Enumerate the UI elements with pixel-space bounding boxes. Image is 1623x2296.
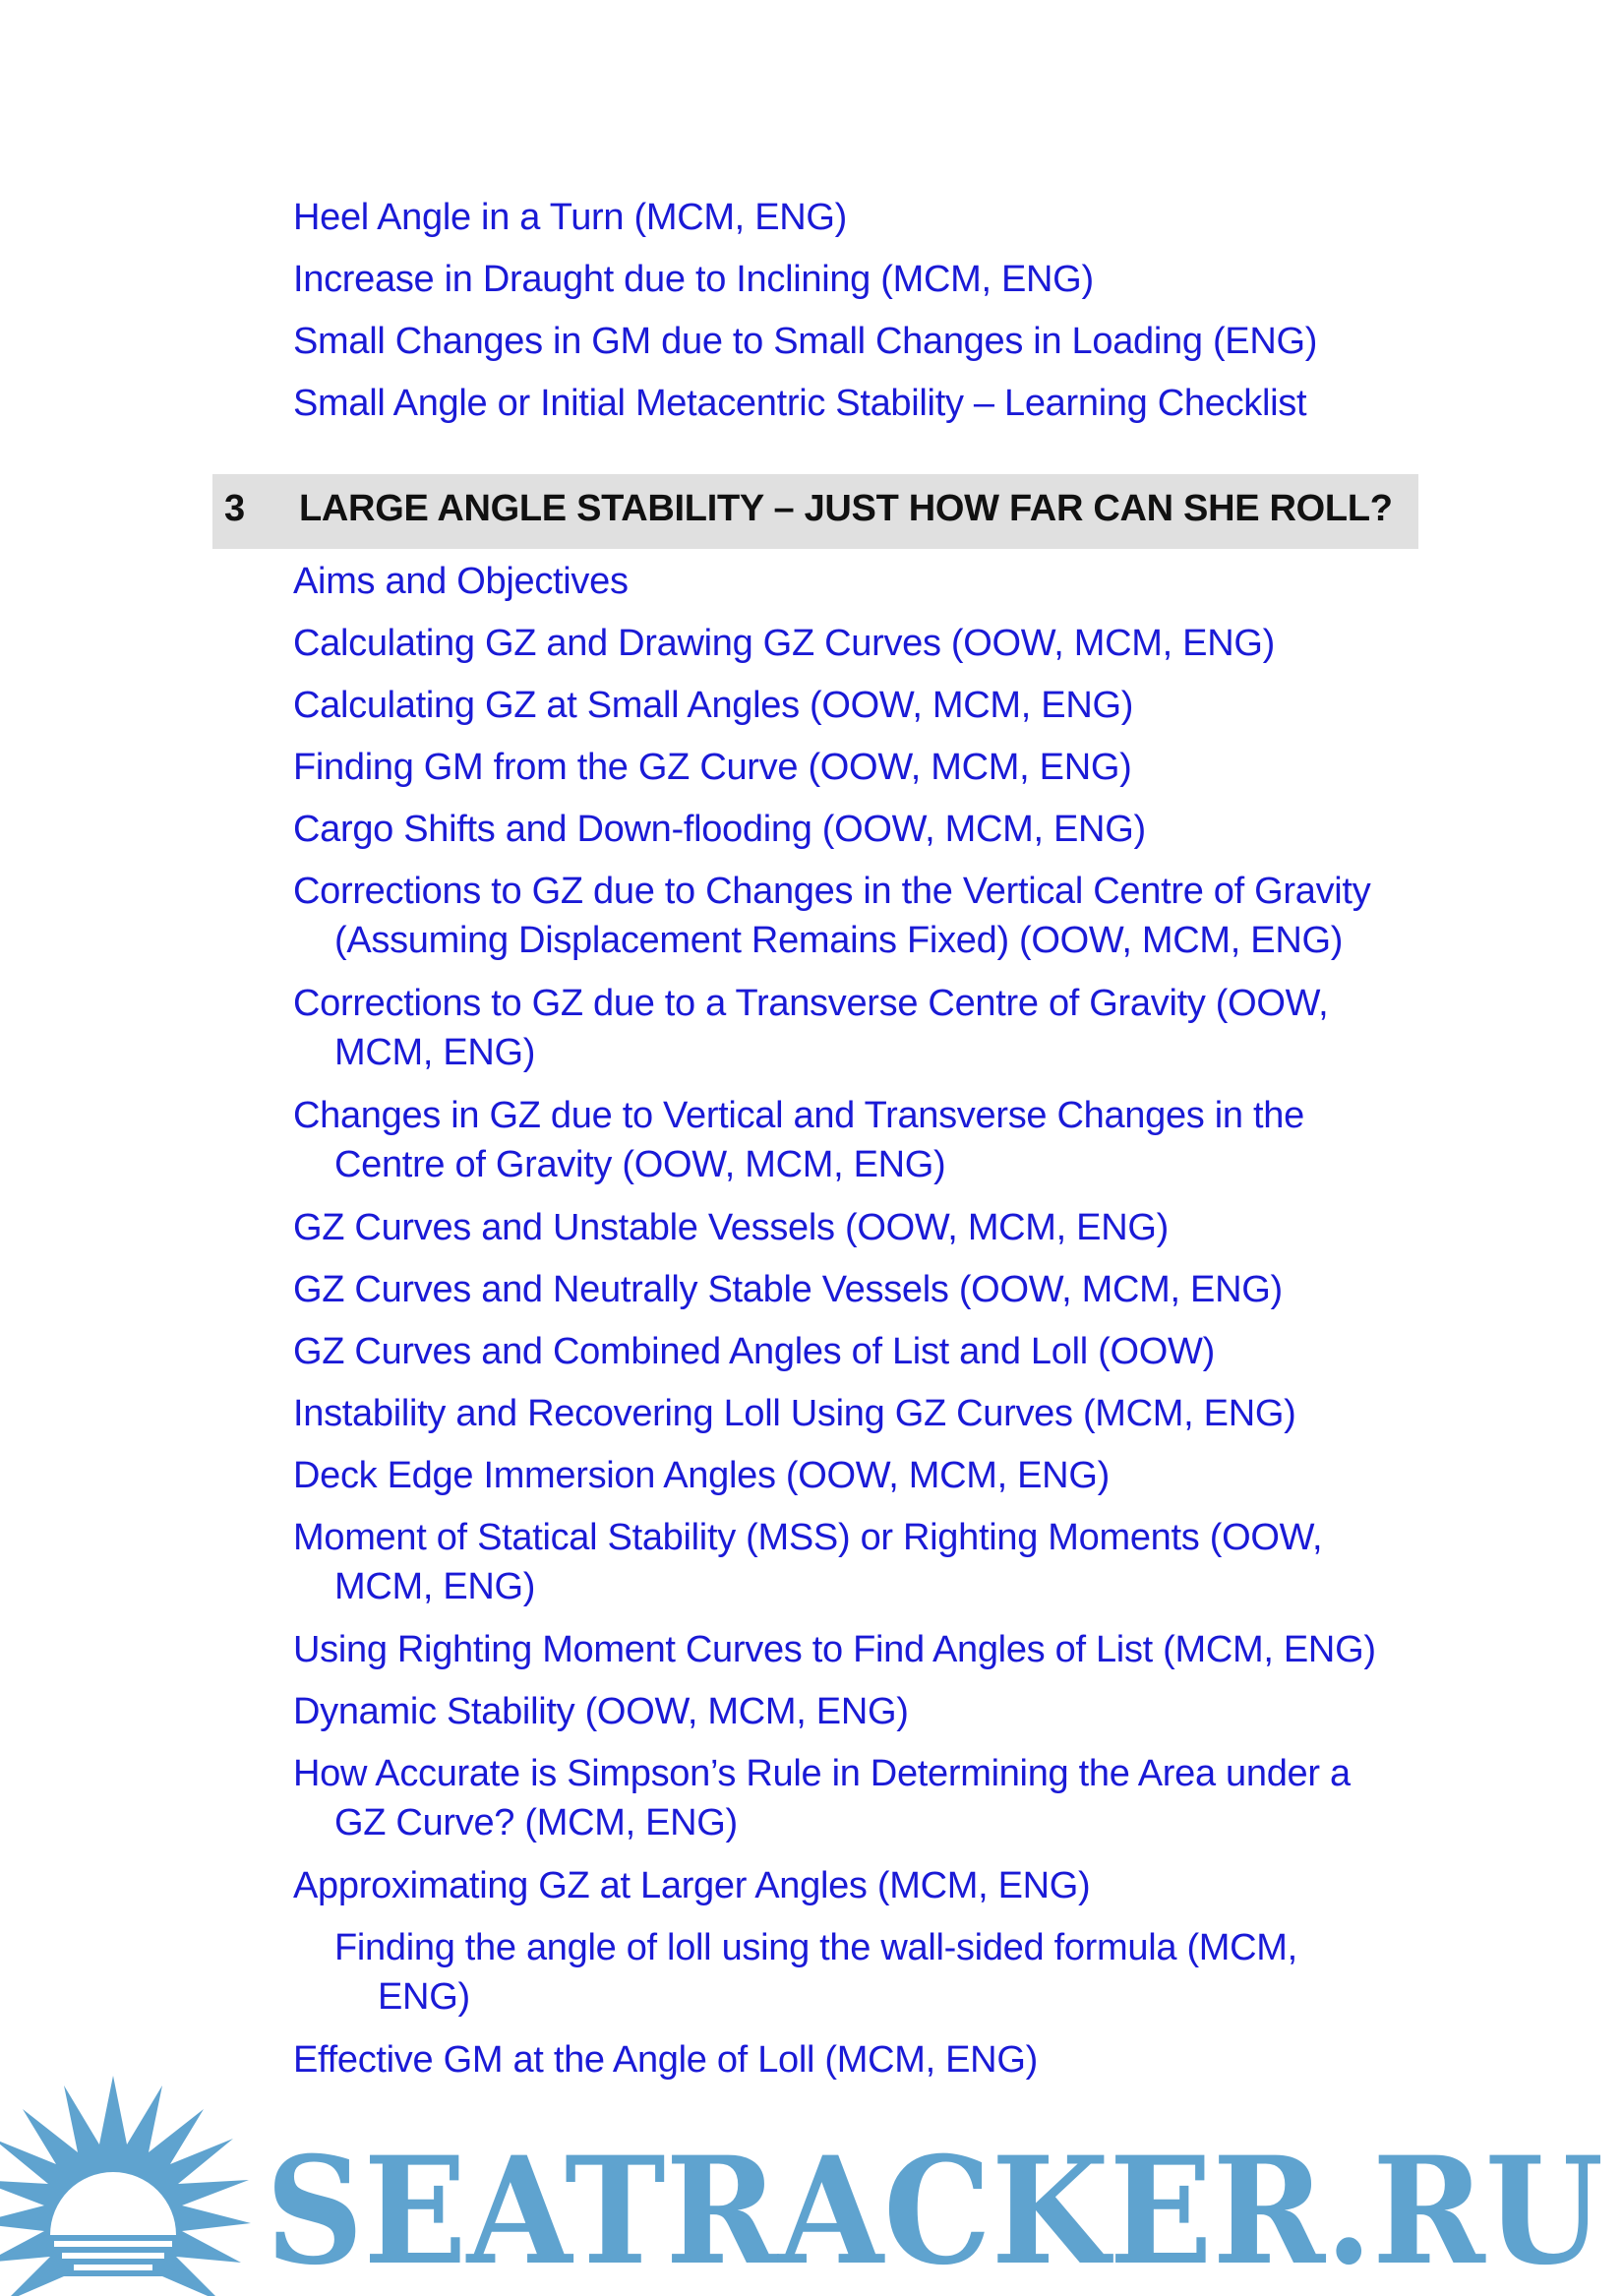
toc-entry-calculating-gz-curves[interactable]: [293, 619, 1424, 668]
toc-entry-line2: Centre of Gravity (OOW, MCM, ENG): [334, 1144, 946, 1185]
toc-entry-line1: Finding GM from the GZ Curve (OOW, MCM, ENG): [293, 747, 1132, 788]
toc-entry-line1: Corrections to GZ due to a Transverse Centre of Gravity (OOW,: [293, 983, 1329, 1024]
toc-entry-aims-objectives[interactable]: [293, 557, 1424, 606]
toc-entry-calculating-gz-small-angles[interactable]: [293, 681, 1424, 730]
toc-entry-righting-moment-curves[interactable]: [293, 1625, 1424, 1674]
toc-entry-line1: Calculating GZ and Drawing GZ Curves (OOW, MCM, ENG): [293, 623, 1275, 664]
toc-entry-line1: GZ Curves and Neutrally Stable Vessels (OOW, MCM, ENG): [293, 1269, 1283, 1310]
toc-entry-line1: GZ Curves and Unstable Vessels (OOW, MCM, ENG): [293, 1207, 1169, 1248]
toc-entry-line1: Using Righting Moment Curves to Find Angles of List (MCM, ENG): [293, 1629, 1376, 1670]
toc-entry-list-and-loll[interactable]: [293, 1327, 1424, 1376]
toc-entry-line2: MCM, ENG): [334, 1566, 536, 1607]
toc-entry-line1: Dynamic Stability (OOW, MCM, ENG): [293, 1691, 909, 1732]
toc-entry-approximating-gz[interactable]: [293, 1861, 1424, 1910]
toc-entry-moment-statical-stability[interactable]: [293, 1513, 1424, 1611]
toc-entry-line1: GZ Curves and Combined Angles of List and Loll (OOW): [293, 1331, 1215, 1372]
toc-entry-line1: Moment of Statical Stability (MSS) or Righting Moments (OOW,: [293, 1517, 1323, 1558]
toc-entry-corrections-vertical-cog[interactable]: [293, 867, 1424, 965]
toc-entry-line1: Deck Edge Immersion Angles (OOW, MCM, ENG): [293, 1455, 1110, 1496]
toc-entry-deck-edge-immersion[interactable]: [293, 1451, 1424, 1500]
toc-entry-finding-gm[interactable]: [293, 743, 1424, 792]
chapter-title: LARGE ANGLE STABILITY – JUST HOW FAR CAN SHE ROLL?: [299, 488, 1393, 529]
toc-entry-corrections-transverse-cog[interactable]: [293, 979, 1424, 1077]
toc-entry-line2: (Assuming Displacement Remains Fixed) (OOW, MCM, ENG): [334, 920, 1344, 961]
toc-entry-instability-recovering-loll[interactable]: [293, 1389, 1424, 1438]
toc-entry-wall-sided-formula[interactable]: [334, 1923, 1466, 2022]
toc-entry-simpsons-rule[interactable]: [293, 1749, 1424, 1847]
toc-entry-increase-draught[interactable]: Increase in Draught due to Inclining (MCM, ENG): [293, 259, 1094, 300]
toc-entry-line1: Instability and Recovering Loll Using GZ Curves (MCM, ENG): [293, 1393, 1296, 1434]
toc-entry-learning-checklist[interactable]: Small Angle or Initial Metacentric Stability – Learning Checklist: [293, 383, 1307, 424]
toc-entry-line2: ENG): [378, 1976, 470, 2018]
toc-entry-line1: How Accurate is Simpson’s Rule in Determining the Area under a: [293, 1753, 1351, 1794]
toc-entry-line1: Corrections to GZ due to Changes in the Vertical Centre of Gravity: [293, 871, 1371, 912]
toc-entry-neutrally-stable-vessels[interactable]: [293, 1265, 1424, 1314]
toc-entry-line1: Calculating GZ at Small Angles (OOW, MCM, ENG): [293, 685, 1134, 726]
toc-entry-line2: MCM, ENG): [334, 1032, 536, 1073]
toc-entry-unstable-vessels[interactable]: [293, 1203, 1424, 1252]
sun-icon: [0, 2076, 251, 2296]
chapter-heading: [212, 474, 1418, 549]
toc-entry-line1: Effective GM at the Angle of Loll (MCM, ENG): [293, 2039, 1038, 2081]
toc-entry-line1: Cargo Shifts and Down-flooding (OOW, MCM, ENG): [293, 809, 1146, 850]
toc-entry-line1: Finding the angle of loll using the wall-sided formula (MCM,: [334, 1927, 1297, 1968]
toc-entry-line1: Changes in GZ due to Vertical and Transverse Changes in the: [293, 1095, 1304, 1136]
toc-entry-heel-angle[interactable]: Heel Angle in a Turn (MCM, ENG): [293, 197, 848, 238]
toc-entry-dynamic-stability[interactable]: [293, 1687, 1424, 1736]
watermark-text: SEATRACKER.RU: [266, 2125, 1603, 2296]
watermark-logo: [0, 2066, 1623, 2296]
toc-entry-line1: Aims and Objectives: [293, 561, 629, 602]
toc-entry-changes-vertical-transverse[interactable]: [293, 1091, 1424, 1189]
chapter-number: 3: [224, 488, 246, 529]
toc-entry-cargo-shifts[interactable]: [293, 805, 1424, 854]
toc-entry-line1: Approximating GZ at Larger Angles (MCM, ENG): [293, 1865, 1091, 1906]
toc-entry-small-changes-gm[interactable]: Small Changes in GM due to Small Changes in Loading (ENG): [293, 321, 1318, 362]
toc-entry-line2: GZ Curve? (MCM, ENG): [334, 1802, 738, 1843]
